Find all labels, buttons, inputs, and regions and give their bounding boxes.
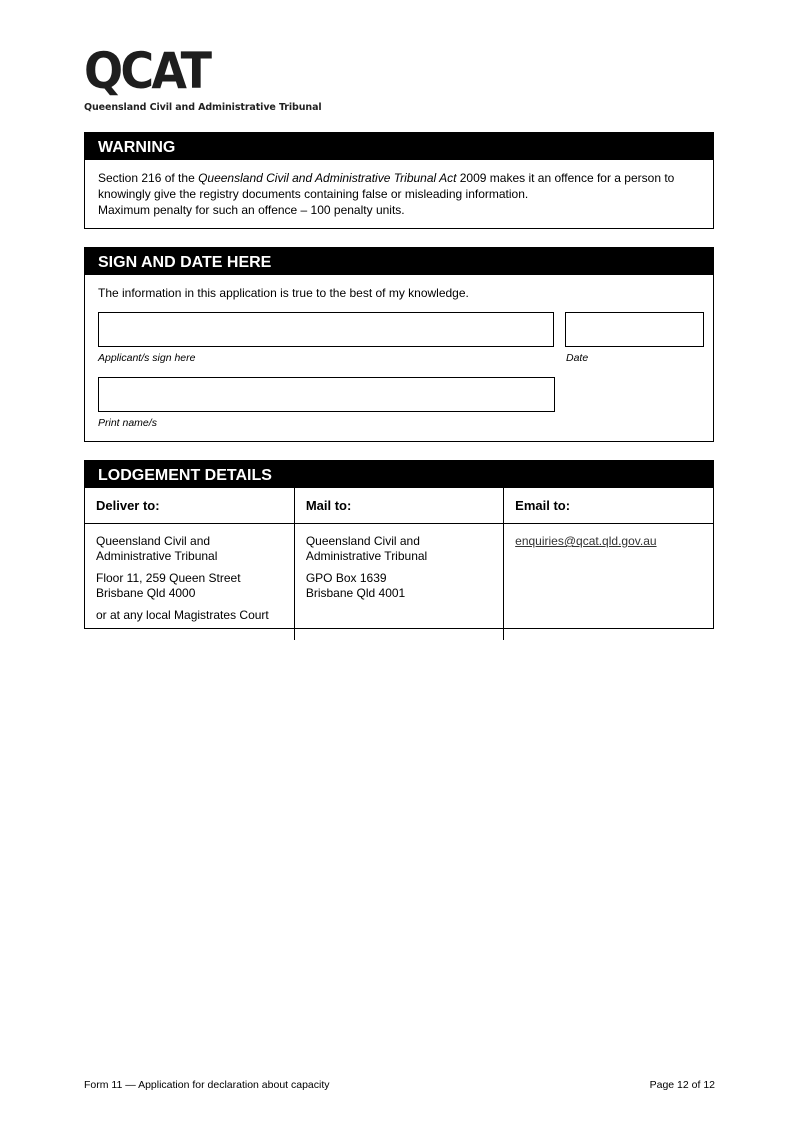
mail-line: Queensland Civil and — [305, 534, 420, 548]
lodgement-heading: LODGEMENT DETAILS — [85, 461, 713, 488]
warning-body — [85, 160, 713, 228]
warning-heading: WARNING — [85, 133, 713, 160]
logo-mark: QCAT — [84, 42, 210, 100]
applicant-signature-field[interactable] — [98, 312, 554, 347]
deliver-line: Brisbane Qld 4000 — [96, 586, 196, 600]
warning-text-pre: Section 216 of the — [98, 171, 199, 185]
sign-date-panel — [84, 247, 714, 442]
deliver-line: Administrative Tribunal — [96, 549, 218, 563]
deliver-to-header: Deliver to: — [85, 488, 294, 524]
mail-line: Administrative Tribunal — [305, 549, 428, 563]
deliver-line: Queensland Civil and — [96, 534, 211, 548]
warning-panel — [84, 132, 714, 229]
sign-statement: The information in this application is true to the best of my knowledge. — [98, 286, 469, 300]
deliver-line: or at any local Magistrates Court — [96, 608, 269, 622]
warning-text-post: 2009 makes it an offence for a person to knowingly give the registry documents containing false or misleading information. — [98, 171, 675, 201]
mail-line: Brisbane Qld 4001 — [305, 586, 406, 600]
lodgement-table — [85, 488, 713, 640]
email-to-header: Email to: — [504, 488, 713, 524]
warning-penalty: Maximum penalty for such an offence – 100 penalty units. — [98, 203, 405, 217]
mail-line: GPO Box 1639 — [305, 571, 387, 585]
logo-subtitle: Queensland Civil and Administrative Tribunal — [84, 102, 322, 113]
deliver-to-cell — [85, 524, 294, 641]
qcat-logo — [84, 44, 322, 113]
date-field[interactable] — [565, 312, 704, 347]
mail-to-cell — [294, 524, 503, 641]
deliver-line: Floor 11, 259 Queen Street — [96, 571, 241, 585]
applicant-signature-caption: Applicant/s sign here — [98, 352, 196, 364]
lodgement-panel — [84, 460, 714, 629]
sign-heading: SIGN AND DATE HERE — [85, 248, 713, 275]
warning-act-title: Queensland Civil and Administrative Tribunal Act — [198, 171, 457, 185]
email-link[interactable]: enquiries@qcat.qld.gov.au — [515, 534, 657, 548]
date-caption: Date — [566, 352, 589, 364]
footer-form-title: Form 11 — Application for declaration about capacity — [84, 1079, 330, 1091]
lodgement-header-row — [85, 488, 713, 524]
mail-to-header: Mail to: — [294, 488, 503, 524]
email-to-cell — [504, 524, 713, 641]
print-name-field[interactable] — [98, 377, 555, 412]
lodgement-content-row — [85, 524, 713, 641]
print-name-caption: Print name/s — [98, 417, 157, 429]
footer-page-number: Page 12 of 12 — [649, 1079, 715, 1091]
